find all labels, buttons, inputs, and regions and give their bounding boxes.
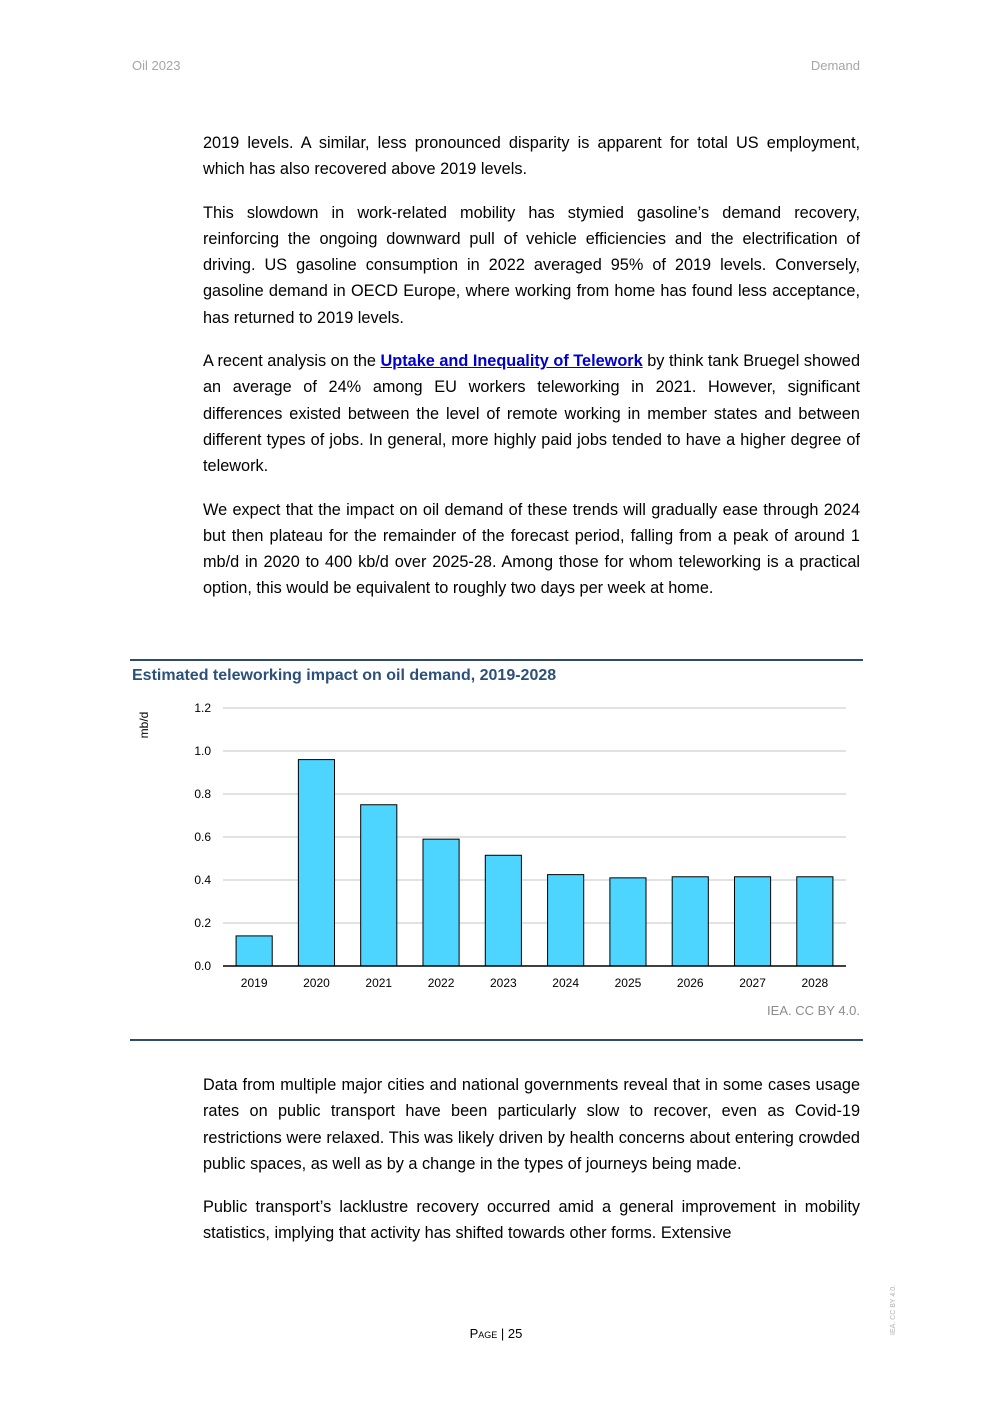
x-tick-label: 2022 xyxy=(427,976,455,990)
x-tick-label: 2028 xyxy=(801,976,829,990)
running-header-section: Demand xyxy=(810,58,860,73)
x-tick-label: 2021 xyxy=(365,976,393,990)
bar-chart xyxy=(130,690,863,1000)
x-tick-label: 2024 xyxy=(552,976,580,990)
x-tick-label: 2026 xyxy=(676,976,704,990)
paragraph-1: 2019 levels. A similar, less pronounced disparity is apparent for total US employment, which has also recovered above 2019 levels. xyxy=(203,134,860,179)
y-tick-label: 0.2 xyxy=(194,916,211,930)
bar-2024 xyxy=(548,875,584,966)
chart-bars xyxy=(236,760,833,966)
bar-2022 xyxy=(423,839,459,966)
chart-title: Estimated teleworking impact on oil demand, 2019-2028 xyxy=(132,667,557,684)
telework-report-link[interactable]: Uptake and Inequality of Telework xyxy=(380,352,643,371)
bar-2019 xyxy=(236,936,272,966)
y-axis-label: mb/d xyxy=(137,711,151,739)
bar-2026 xyxy=(672,877,708,966)
body-text-top xyxy=(203,130,860,619)
x-tick-label: 2025 xyxy=(614,976,642,990)
chart-bottom-rule xyxy=(130,1039,863,1041)
x-tick-label: 2027 xyxy=(739,976,766,990)
paragraph-4: We expect that the impact on oil demand of these trends will gradually ease through 2024 but then plateau for the remainder of the forecast period, falling from a peak of around 1 mb/d in 2020 to 400 kb/d over 2025-28. Among those for whom teleworking is a practical option, this would be equivalent to roughly two days per week at home. xyxy=(203,500,860,598)
x-tick-label: 2023 xyxy=(489,976,517,990)
x-tick-label: 2019 xyxy=(240,976,268,990)
paragraph-3 xyxy=(203,348,860,479)
page-label: Page xyxy=(469,1326,498,1341)
page-separator: | xyxy=(497,1326,508,1341)
page-number xyxy=(0,1326,992,1341)
x-tick-label: 2020 xyxy=(303,976,330,990)
y-tick-label: 0.0 xyxy=(194,959,211,973)
bar-2021 xyxy=(361,805,397,966)
side-license: IEA. CC BY 4.0. xyxy=(890,1284,897,1335)
y-tick-label: 0.4 xyxy=(194,873,211,887)
bar-2023 xyxy=(485,855,521,966)
y-axis-ticks xyxy=(194,701,211,973)
paragraph-2: This slowdown in work-related mobility has stymied gasoline’s demand recovery, reinforcing the ongoing downward pull of vehicle efficiencies and the electrification of driving. US gasoline consumption in 2022 averaged 95% of 2019 levels. Conversely, gasoline demand in OECD Europe, where working from home has found less acceptance, has returned to 2019 levels. xyxy=(203,203,860,327)
y-tick-label: 1.2 xyxy=(194,701,211,715)
y-tick-label: 1.0 xyxy=(194,744,211,758)
paragraph-6: Public transport’s lacklustre recovery occurred amid a general improvement in mobility statistics, implying that activity has shifted towards other forms. Extensive xyxy=(203,1198,860,1243)
bar-2027 xyxy=(734,877,770,966)
paragraph-3-end: by think tank Bruegel showed an average of 24% among EU workers teleworking in 2021. However, significant differences existed between the level of remote working in member states and between different types of jobs. In general, more highly paid jobs tended to have a higher degree of telework. xyxy=(203,352,860,476)
y-tick-label: 0.6 xyxy=(194,830,211,844)
page-number-value: 25 xyxy=(507,1326,523,1341)
bar-2020 xyxy=(298,760,334,966)
bar-2025 xyxy=(610,878,646,966)
chart-top-rule xyxy=(130,659,863,661)
bar-2028 xyxy=(797,877,833,966)
x-axis-ticks xyxy=(223,966,846,990)
y-tick-label: 0.8 xyxy=(194,787,211,801)
paragraph-3-start: A recent analysis on the xyxy=(203,352,381,371)
running-header-title: Oil 2023 xyxy=(132,58,181,73)
paragraph-5: Data from multiple major cities and national governments reveal that in some cases usage rates on public transport have been particularly slow to recover, even as Covid-19 restrictions were relaxed. This was likely driven by health concerns about entering crowded public spaces, as well as by a change in the types of journeys being made. xyxy=(203,1076,860,1173)
chart-source: IEA. CC BY 4.0. xyxy=(767,1003,860,1018)
body-text-bottom xyxy=(203,1072,860,1264)
